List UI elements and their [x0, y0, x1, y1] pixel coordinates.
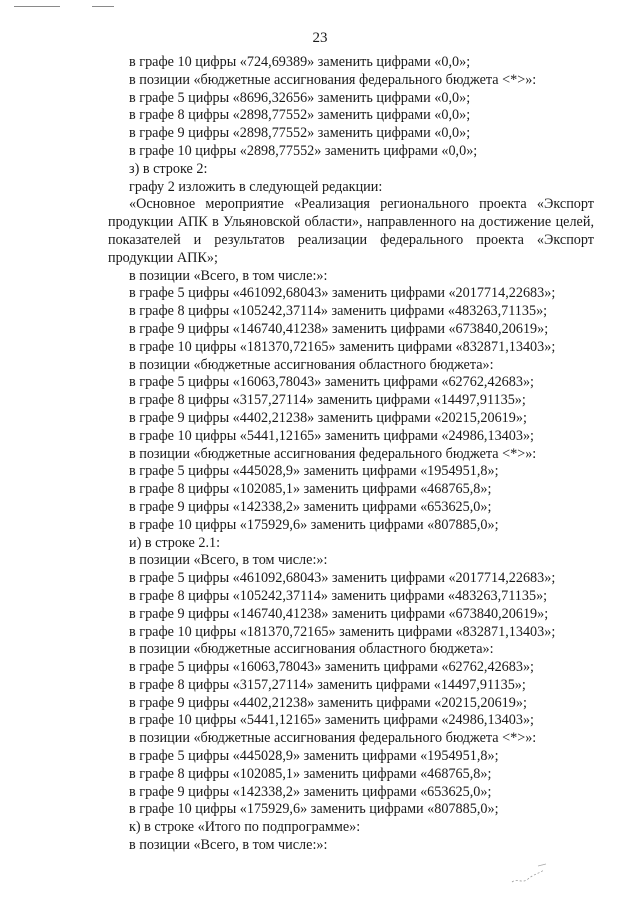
text-line: в графе 10 цифры «5441,12165» заменить цифрами «24986,13403»;: [129, 427, 534, 444]
paragraph-line: продукции АПК в Ульяновской области», направленного на достижение целей,: [108, 214, 594, 231]
paragraph-line: показателей и результатов реализации федерального проекта «Экспорт: [108, 231, 594, 248]
text-line: в графе 9 цифры «146740,41238» заменить цифрами «673840,20619»;: [129, 605, 549, 622]
text-line: в графе 8 цифры «102085,1» заменить цифрами «468765,8»;: [129, 765, 492, 782]
text-line: в графе 5 цифры «461092,68043» заменить цифрами «2017714,22683»;: [129, 285, 556, 302]
text-line: в графе 10 цифры «2898,77552» заменить цифрами «0,0»;: [129, 142, 478, 159]
text-line: к) в строке «Итого по подпрограмме»:: [129, 819, 361, 836]
text-line: в графе 5 цифры «445028,9» заменить цифрами «1954951,8»;: [129, 463, 499, 480]
text-line: в графе 9 цифры «142338,2» заменить цифрами «653625,0»;: [129, 783, 492, 800]
text-line: в графе 5 цифры «445028,9» заменить цифрами «1954951,8»;: [129, 748, 499, 765]
text-line: в графе 10 цифры «175929,6» заменить цифрами «807885,0»;: [129, 516, 499, 533]
text-line: в графе 10 цифры «181370,72165» заменить цифрами «832871,13403»;: [129, 338, 556, 355]
pen-mark-icon: [508, 862, 552, 888]
text-line: в графе 5 цифры «8696,32656» заменить цифрами «0,0»;: [129, 89, 471, 106]
text-line: в позиции «Всего, в том числе:»:: [129, 267, 328, 284]
text-line: в графе 9 цифры «2898,77552» заменить цифрами «0,0»;: [129, 125, 471, 142]
text-line: в позиции «бюджетные ассигнования областного бюджета»:: [129, 356, 494, 373]
text-line: в позиции «бюджетные ассигнования областного бюджета»:: [129, 641, 494, 658]
text-line: в графе 8 цифры «2898,77552» заменить цифрами «0,0»;: [129, 107, 471, 124]
text-line: в графе 9 цифры «142338,2» заменить цифрами «653625,0»;: [129, 498, 492, 515]
paragraph-line: «Основное мероприятие «Реализация регионального проекта «Экспорт: [129, 196, 594, 213]
text-line: в позиции «бюджетные ассигнования федерального бюджета <*>»:: [129, 71, 537, 88]
text-line: в графе 5 цифры «461092,68043» заменить цифрами «2017714,22683»;: [129, 570, 556, 587]
text-line: в графе 10 цифры «175929,6» заменить цифрами «807885,0»;: [129, 801, 499, 818]
text-line: графу 2 изложить в следующей редакции:: [129, 178, 383, 195]
text-line: в графе 8 цифры «3157,27114» заменить цифрами «14497,91135»;: [129, 676, 526, 693]
text-line: в графе 10 цифры «724,69389» заменить цифрами «0,0»;: [129, 54, 471, 70]
text-line: в позиции «бюджетные ассигнования федерального бюджета <*>»:: [129, 445, 537, 462]
text-line: в графе 9 цифры «4402,21238» заменить цифрами «20215,20619»;: [129, 409, 527, 426]
text-line: в графе 10 цифры «5441,12165» заменить цифрами «24986,13403»;: [129, 712, 534, 729]
text-line: в графе 9 цифры «146740,41238» заменить цифрами «673840,20619»;: [129, 320, 549, 337]
text-line: в позиции «Всего, в том числе:»:: [129, 552, 328, 569]
scan-artifact-mark: [92, 6, 114, 7]
text-line: и) в строке 2.1:: [129, 534, 221, 551]
text-line: в графе 5 цифры «16063,78043» заменить цифрами «62762,42683»;: [129, 374, 534, 391]
text-line: в графе 10 цифры «181370,72165» заменить цифрами «832871,13403»;: [129, 623, 556, 640]
text-line: в позиции «бюджетные ассигнования федерального бюджета <*>»:: [129, 730, 537, 747]
scan-artifact-mark: [14, 6, 60, 7]
text-line: в графе 8 цифры «105242,37114» заменить цифрами «483263,71135»;: [129, 303, 548, 320]
text-line: в графе 8 цифры «105242,37114» заменить цифрами «483263,71135»;: [129, 587, 548, 604]
document-body: [108, 54, 594, 855]
paragraph-block: [108, 196, 594, 267]
text-line: в графе 8 цифры «102085,1» заменить цифрами «468765,8»;: [129, 481, 492, 498]
text-line: з) в строке 2:: [129, 160, 208, 177]
paragraph-line: продукции АПК»;: [108, 249, 218, 266]
text-line: в графе 8 цифры «3157,27114» заменить цифрами «14497,91135»;: [129, 392, 526, 409]
text-line: в графе 5 цифры «16063,78043» заменить цифрами «62762,42683»;: [129, 659, 534, 676]
text-line: в графе 9 цифры «4402,21238» заменить цифрами «20215,20619»;: [129, 694, 527, 711]
text-line: в позиции «Всего, в том числе:»:: [129, 837, 328, 854]
page-number: 23: [312, 30, 328, 46]
